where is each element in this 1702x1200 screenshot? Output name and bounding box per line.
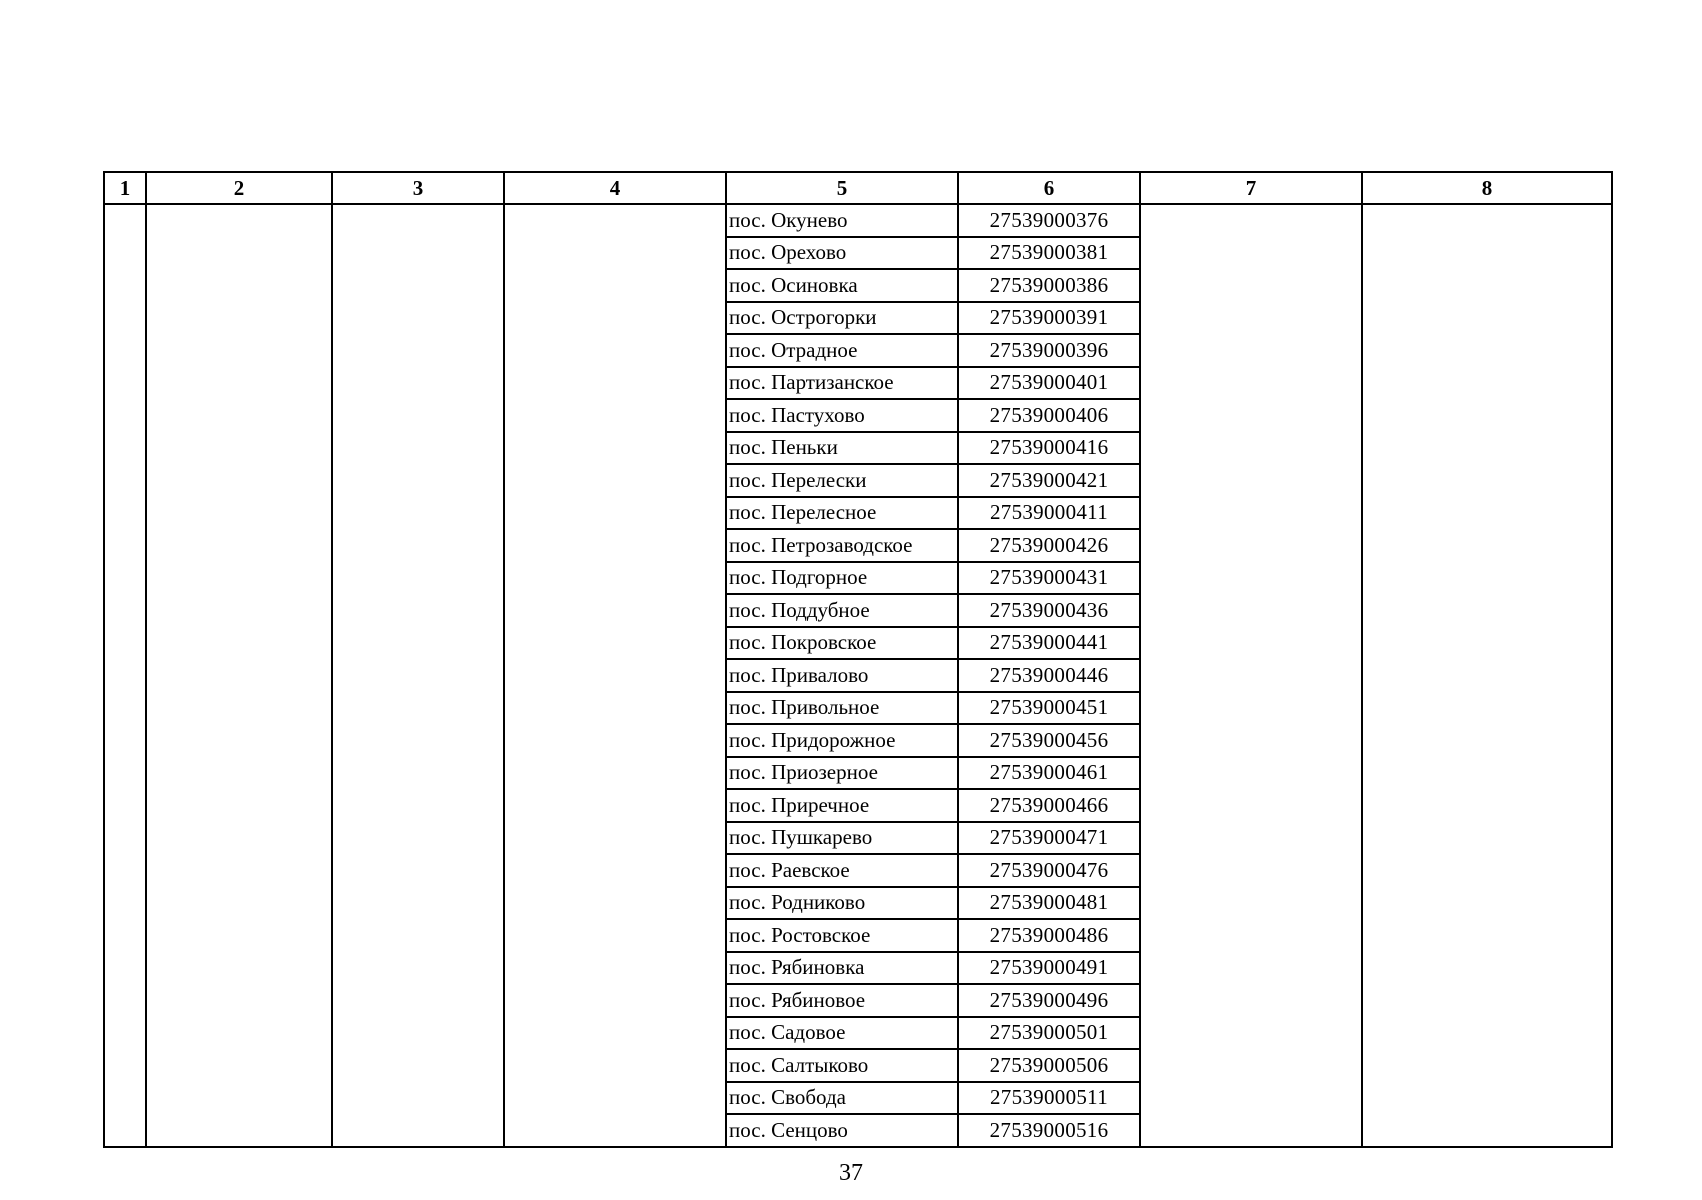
header-row [104,172,1612,204]
column-header-3: 3 [332,172,504,204]
column-header-8: 8 [1362,172,1612,204]
settlement-name-cell: пос. Свобода [726,1082,958,1115]
col-8-cell [1362,204,1612,1147]
settlement-name-cell: пос. Осиновка [726,269,958,302]
settlements-table [103,171,1613,1148]
settlement-name-cell: пос. Приречное [726,789,958,822]
oktmo-code-cell: 27539000446 [958,659,1140,692]
settlement-name-cell: пос. Партизанское [726,367,958,400]
oktmo-code-cell: 27539000386 [958,269,1140,302]
table-row [104,204,1612,237]
settlement-name-cell: пос. Острогорки [726,302,958,335]
settlement-name-cell: пос. Рябиновое [726,984,958,1017]
settlement-name-cell: пос. Орехово [726,237,958,270]
col-7-cell [1140,204,1362,1147]
oktmo-code-cell: 27539000441 [958,627,1140,660]
settlement-name-cell: пос. Покровское [726,627,958,660]
oktmo-code-cell: 27539000486 [958,919,1140,952]
column-header-4: 4 [504,172,726,204]
oktmo-code-cell: 27539000471 [958,822,1140,855]
column-header-7: 7 [1140,172,1362,204]
column-header-1: 1 [104,172,146,204]
settlement-name-cell: пос. Окунево [726,204,958,237]
settlement-name-cell: пос. Пушкарево [726,822,958,855]
settlement-name-cell: пос. Пеньки [726,432,958,465]
oktmo-code-cell: 27539000496 [958,984,1140,1017]
settlement-name-cell: пос. Поддубное [726,594,958,627]
page-number: 37 [839,1160,863,1186]
col-2-cell [146,204,332,1147]
settlement-name-cell: пос. Петрозаводское [726,529,958,562]
settlement-name-cell: пос. Перелески [726,464,958,497]
oktmo-code-cell: 27539000426 [958,529,1140,562]
oktmo-code-cell: 27539000466 [958,789,1140,822]
oktmo-code-cell: 27539000451 [958,692,1140,725]
settlement-name-cell: пос. Ростовское [726,919,958,952]
settlement-name-cell: пос. Раевское [726,854,958,887]
col-4-cell [504,204,726,1147]
oktmo-code-cell: 27539000456 [958,724,1140,757]
oktmo-code-cell: 27539000391 [958,302,1140,335]
oktmo-code-cell: 27539000431 [958,562,1140,595]
oktmo-code-cell: 27539000501 [958,1017,1140,1050]
oktmo-code-cell: 27539000381 [958,237,1140,270]
oktmo-code-cell: 27539000511 [958,1082,1140,1115]
settlement-name-cell: пос. Привалово [726,659,958,692]
col-1-cell [104,204,146,1147]
oktmo-code-cell: 27539000436 [958,594,1140,627]
col-3-cell [332,204,504,1147]
column-header-5: 5 [726,172,958,204]
settlement-name-cell: пос. Отрадное [726,334,958,367]
column-header-2: 2 [146,172,332,204]
oktmo-code-cell: 27539000421 [958,464,1140,497]
oktmo-code-cell: 27539000416 [958,432,1140,465]
settlement-name-cell: пос. Садовое [726,1017,958,1050]
oktmo-code-cell: 27539000476 [958,854,1140,887]
oktmo-code-cell: 27539000376 [958,204,1140,237]
oktmo-code-cell: 27539000401 [958,367,1140,400]
oktmo-code-cell: 27539000396 [958,334,1140,367]
settlement-name-cell: пос. Подгорное [726,562,958,595]
oktmo-code-cell: 27539000481 [958,887,1140,920]
settlement-name-cell: пос. Родниково [726,887,958,920]
oktmo-code-cell: 27539000411 [958,497,1140,530]
column-header-6: 6 [958,172,1140,204]
table-body [104,204,1612,1147]
oktmo-code-cell: 27539000506 [958,1049,1140,1082]
oktmo-code-cell: 27539000406 [958,399,1140,432]
settlement-name-cell: пос. Салтыково [726,1049,958,1082]
oktmo-code-cell: 27539000516 [958,1114,1140,1147]
settlement-name-cell: пос. Сенцово [726,1114,958,1147]
oktmo-code-cell: 27539000461 [958,757,1140,790]
settlement-name-cell: пос. Приозерное [726,757,958,790]
settlement-name-cell: пос. Придорожное [726,724,958,757]
settlement-name-cell: пос. Перелесное [726,497,958,530]
oktmo-code-cell: 27539000491 [958,952,1140,985]
settlement-name-cell: пос. Пастухово [726,399,958,432]
settlement-name-cell: пос. Рябиновка [726,952,958,985]
settlement-name-cell: пос. Привольное [726,692,958,725]
